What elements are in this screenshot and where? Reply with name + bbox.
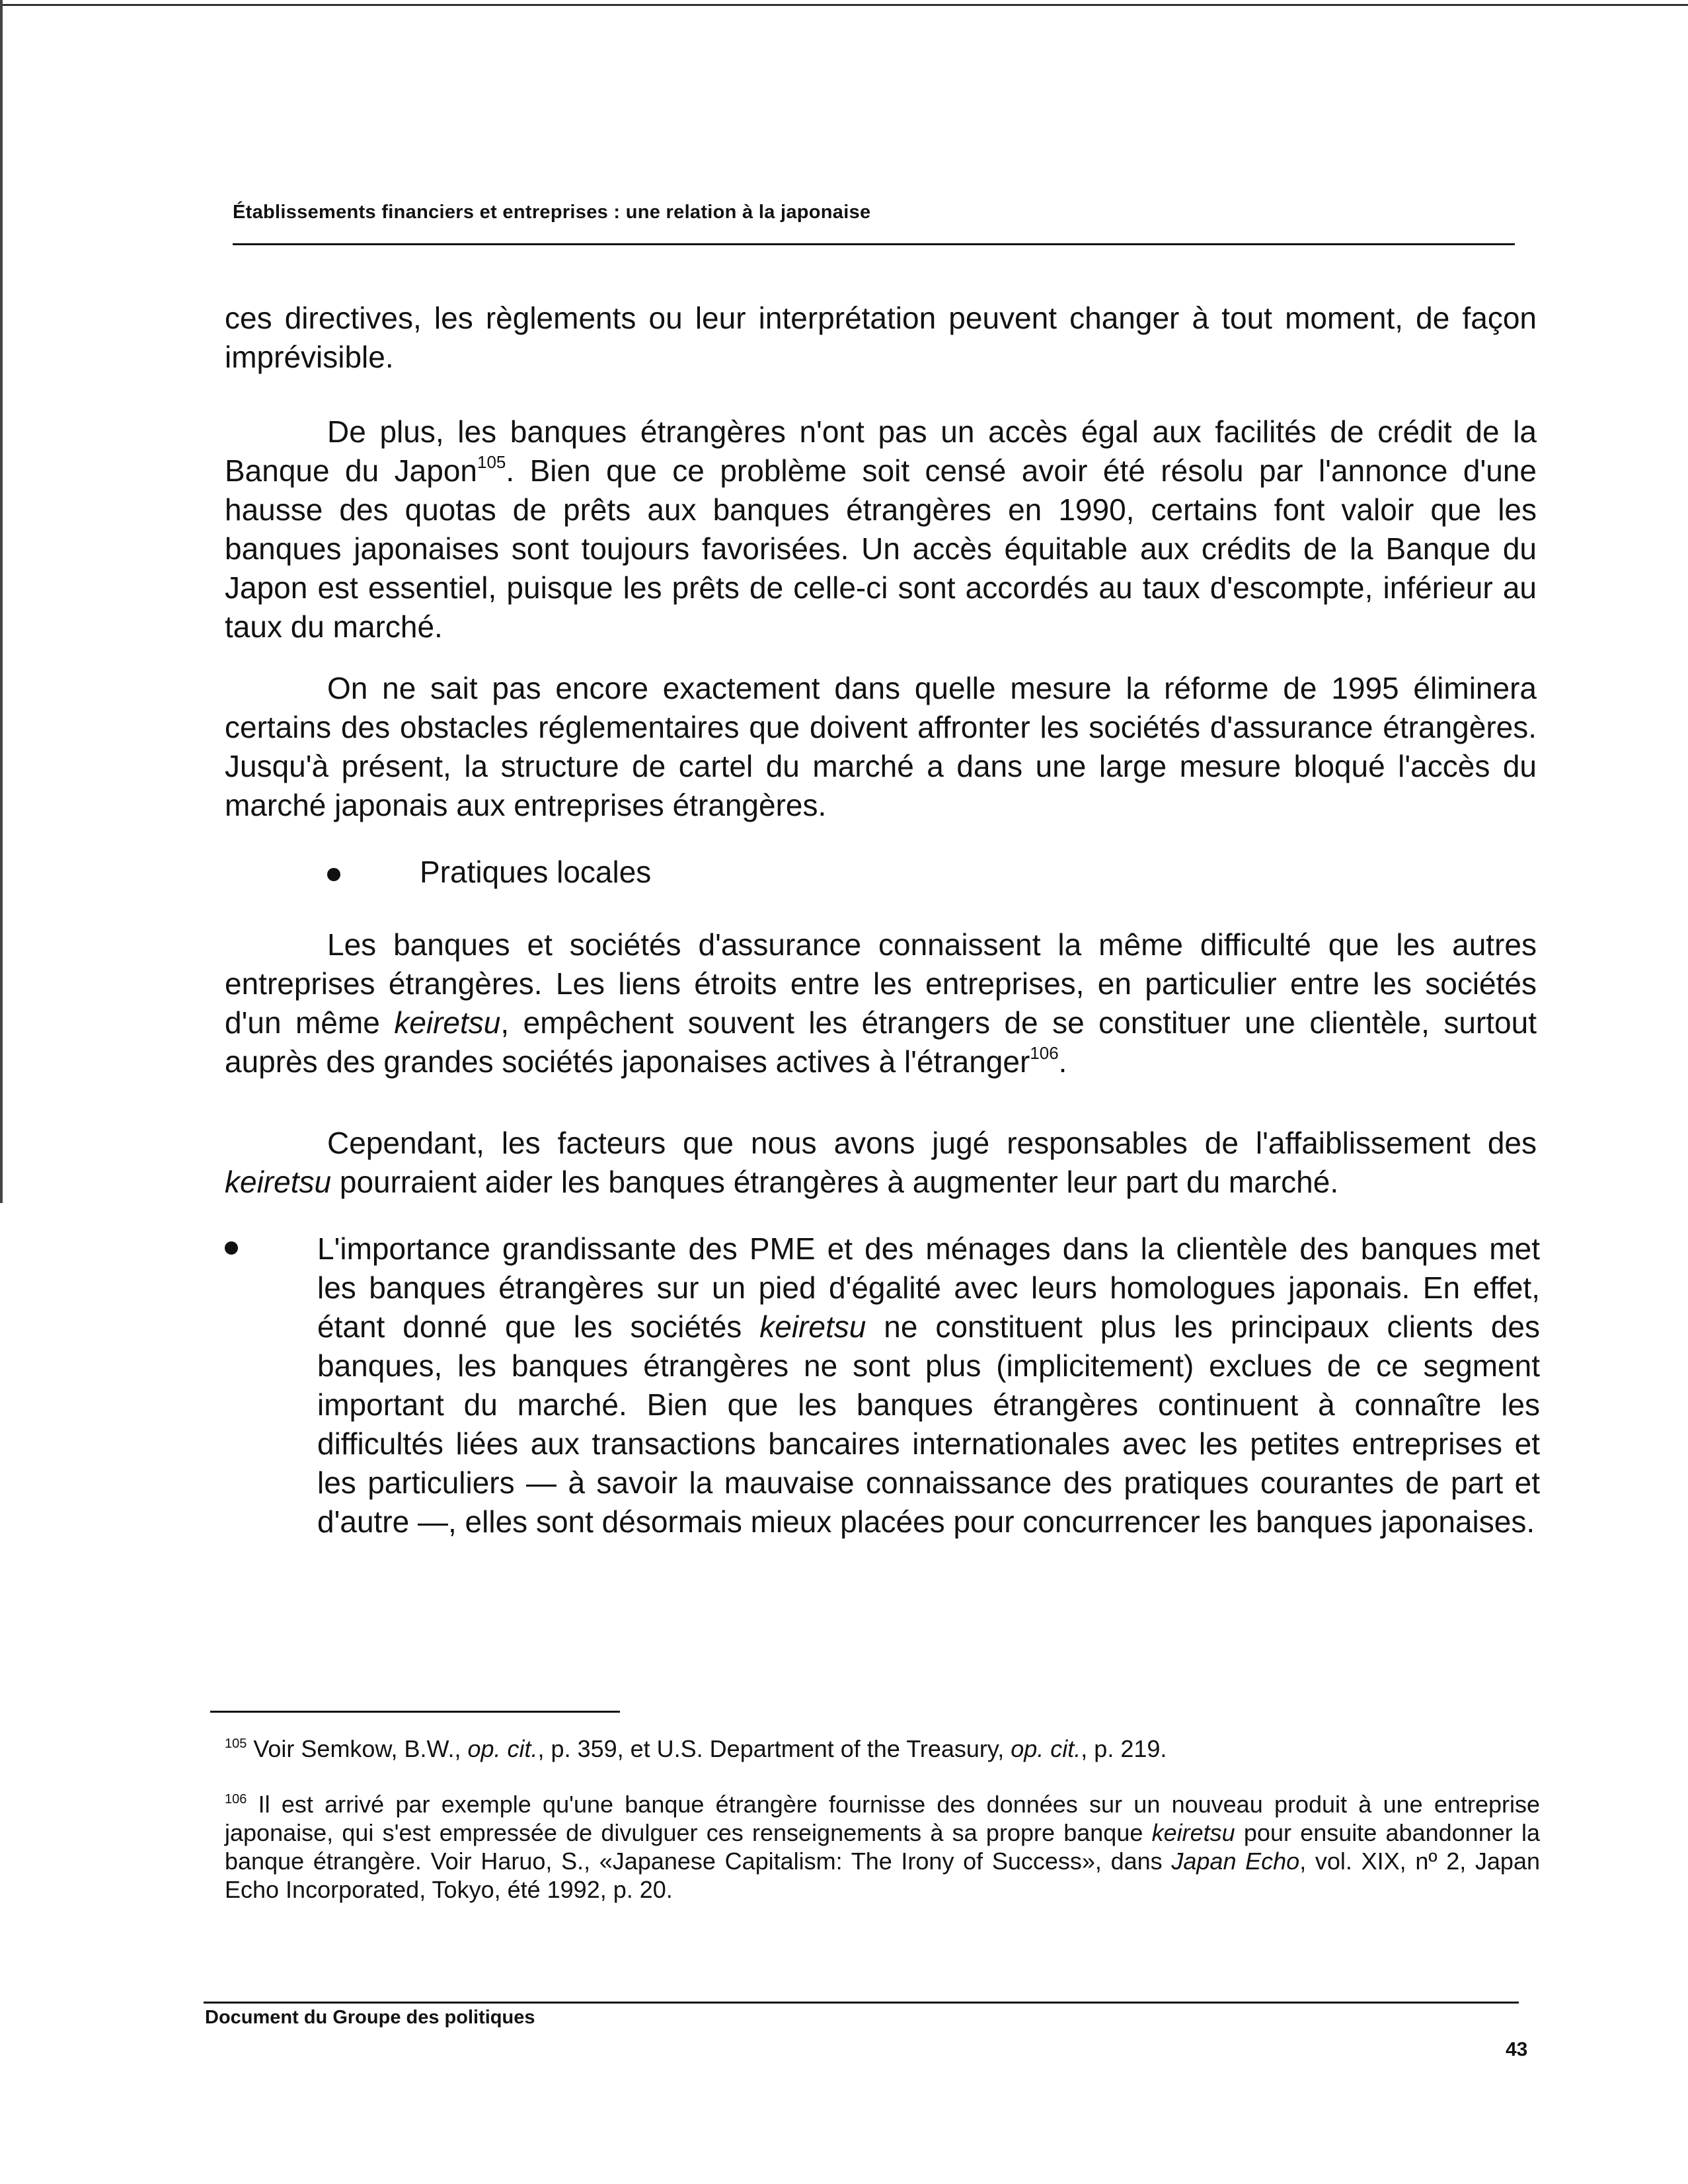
footnote-italic: op. cit.: [467, 1735, 538, 1762]
paragraph-4-text-c: .: [1058, 1044, 1067, 1079]
paragraph-5: [225, 1124, 1537, 1202]
paragraph-1: [225, 299, 1537, 377]
bullet-italic: keiretsu: [759, 1309, 866, 1344]
bullet-text-a: L'importance grandissante des PME et des ménages dans la clientèle des banques met les banques étrangères sur un pied d'égalité avec leurs homologues japonais. En effet, étant donné que les sociétés: [317, 1231, 1540, 1344]
paragraph-4: [225, 925, 1537, 1081]
section-heading-text: Pratiques locales: [420, 855, 652, 889]
footnote-text: pour ensuite abandonner la banque étrangère. Voir Haruo, S., «Japanese Capitalism: The Irony of Success», dans: [225, 1819, 1540, 1875]
page-number: 43: [1506, 2039, 1528, 2060]
footnote-rule: [210, 1711, 620, 1713]
footnote-text: Voir Semkow, B.W.,: [247, 1735, 468, 1762]
paragraph-2-text-a: De plus, les banques étrangères n'ont pas un accès égal aux facilités de crédit de la Banque du Japon: [225, 414, 1537, 488]
footer-rule: [204, 2002, 1519, 2004]
footnote-text: , vol. XIX, nº 2, Japan Echo Incorporated, Tokyo, été 1992, p. 20.: [225, 1848, 1540, 1903]
paragraph-5-text-a: Cependant, les facteurs que nous avons jugé responsables de l'affaiblissement des: [327, 1126, 1537, 1160]
footnote-text: , p. 359, et U.S. Department of the Treasury,: [537, 1735, 1011, 1762]
paragraph-5-italic: keiretsu: [225, 1165, 332, 1199]
footnote-italic: keiretsu: [1151, 1819, 1235, 1846]
paragraph-4-italic: keiretsu: [394, 1005, 501, 1040]
paragraph-4-text-b: , empêchent souvent les étrangers de se constituer une clientèle, surtout auprès des grandes sociétés japonaises actives à l'étranger: [225, 1005, 1537, 1079]
running-header: Établissements financiers et entreprises : une relation à la japonaise: [233, 202, 871, 223]
footnote-italic: Japan Echo: [1171, 1848, 1300, 1875]
bullet-icon: [225, 1241, 238, 1255]
footnote-ref-105[interactable]: 105: [477, 452, 506, 472]
paragraph-1-text: ces directives, les règlements ou leur interprétation peuvent changer à tout moment, de façon imprévisible.: [225, 301, 1537, 374]
footnote-text: , p. 219.: [1081, 1735, 1167, 1762]
footnote-106: [225, 1790, 1540, 1904]
footnote-italic: op. cit.: [1011, 1735, 1081, 1762]
footnote-text: Il est arrivé par exemple qu'une banque étrangère fournisse des données sur un nouveau produit à une entreprise japonaise, qui s'est empressée de divulguer ces renseignements à sa propre banque: [225, 1791, 1540, 1846]
bullet-icon: [327, 868, 340, 881]
paragraph-5-text-b: pourraient aider les banques étrangères à augmenter leur part du marché.: [331, 1165, 1339, 1199]
footnote-105: [225, 1735, 1540, 1763]
footnote-number: 105: [225, 1736, 247, 1751]
paragraph-3: [225, 669, 1537, 825]
section-heading-pratiques-locales: [327, 853, 651, 892]
paragraph-2-text-b: . Bien que ce problème soit censé avoir été résolu par l'annonce d'une hausse des quotas de prêts aux banques étrangères en 1990, certains font valoir que les banques japonaises sont toujours favorisées. Un accès équitable aux crédits de la Banque du Japon est essentiel, puisque les prêts de celle-ci sont accordés au taux d'escompte, inférieur au taux du marché.: [225, 453, 1537, 644]
bullet-paragraph: [225, 1229, 1540, 1541]
bullet-text-b: ne constituent plus les principaux clients des banques, les banques étrangères ne sont plus (implicitement) exclues de ce segment important du marché. Bien que les banques étrangères continuent à connaître les difficultés liées aux transactions bancaires internationales avec les petites entreprises et les particuliers — à savoir la mauvaise connaissance des pratiques courantes de part et d'autre —, elles sont désormais mieux placées pour concurrencer les banques japonaises.: [317, 1309, 1540, 1539]
header-rule: [233, 243, 1515, 245]
paragraph-4-text-a: Les banques et sociétés d'assurance connaissent la même difficulté que les autres entreprises étrangères. Les liens étroits entre les entreprises, en particulier entre les sociétés d'un même: [225, 927, 1537, 1040]
paragraph-3-text: On ne sait pas encore exactement dans quelle mesure la réforme de 1995 éliminera certains des obstacles réglementaires que doivent affronter les sociétés d'assurance étrangères. Jusqu'à présent, la structure de cartel du marché a dans une large mesure bloqué l'accès du marché japonais aux entreprises étrangères.: [225, 671, 1537, 822]
footnote-number: 106: [225, 1792, 247, 1807]
scan-border-left: [0, 0, 3, 1203]
footer-text: Document du Groupe des politiques: [205, 2007, 535, 2028]
footnote-ref-106[interactable]: 106: [1030, 1043, 1059, 1063]
paragraph-2: [225, 412, 1537, 646]
scan-border-top: [0, 4, 1688, 6]
